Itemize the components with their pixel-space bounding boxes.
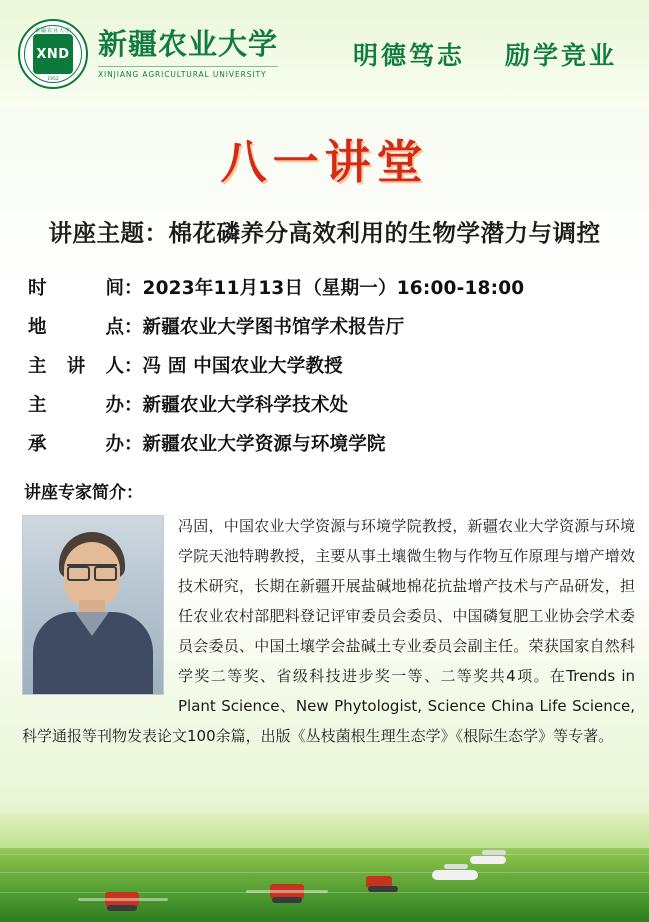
info-colon: ： xyxy=(124,434,143,455)
info-row-host xyxy=(28,430,649,456)
university-motto xyxy=(353,36,631,72)
info-row-speaker xyxy=(28,352,649,378)
info-value-organizer: 新疆农业大学科学技术处 xyxy=(142,395,349,416)
plane-icon xyxy=(432,870,478,880)
spray-bar xyxy=(78,898,168,901)
info-label-organizer: 主 办 xyxy=(28,395,124,416)
bio-text: 冯固，中国农业大学资源与环境学院教授，新疆农业大学资源与环境学院天池特聘教授，主要从事土壤微生物与作物互作原理与增产增效技术研究，长期在新疆开展盐碱地棉花抗盐增产技术与产品研发，担任农业农村部肥料登记评审委员会委员、中国磷复肥工业协会学术委员会委员、中国土壤学会盐碱土专业委员会副主任。荣获国家自然科学奖二等奖、省级科技进步奖一等、二等奖共4项。在Trends in Plant Science、New Phytologist, Science China Life Science,科学通报等刊物发表论文100余篇，出版《丛枝菌根生理生态学》《根际生态学》等专著。 xyxy=(22,517,635,745)
info-label-place: 地 点 xyxy=(28,317,124,338)
info-label-host: 承 办 xyxy=(28,434,124,455)
university-name-block xyxy=(98,26,279,80)
info-colon: ： xyxy=(124,395,143,416)
university-name-en: XINJIANG AGRICULTURAL UNIVERSITY xyxy=(98,66,278,79)
seal-abbreviation: XND xyxy=(33,34,73,74)
field-line xyxy=(0,854,649,855)
info-colon: ： xyxy=(124,356,143,377)
poster-header xyxy=(0,0,649,108)
lecture-info-list xyxy=(28,274,649,456)
spray-bar xyxy=(246,890,328,893)
motto-right: 励学竞业 xyxy=(504,41,617,70)
footer-farmland-image xyxy=(0,814,649,922)
tractor-icon xyxy=(366,876,392,888)
info-value-host: 新疆农业大学资源与环境学院 xyxy=(142,434,386,455)
motto-left: 明德笃志 xyxy=(352,41,465,70)
seal-top-text: 新疆农业大学 xyxy=(34,28,71,34)
bio-heading: 讲座专家简介： xyxy=(24,483,143,503)
lecture-subject: 讲座主题：棉花磷养分高效利用的生物学潜力与调控 xyxy=(48,219,601,247)
bio-section xyxy=(22,511,635,751)
info-label-speaker: 主 讲 人 xyxy=(28,356,124,377)
info-label-time: 时 间 xyxy=(28,278,124,299)
info-value-place: 新疆农业大学图书馆学术报告厅 xyxy=(142,317,405,338)
speaker-portrait xyxy=(22,515,164,695)
info-colon: ： xyxy=(124,278,143,299)
portrait-glasses xyxy=(67,564,117,578)
seal-year-text: 1952 xyxy=(47,77,59,82)
info-value-time: 2023年11月13日（星期一）16:00-18:00 xyxy=(142,278,525,299)
field-line xyxy=(0,872,649,873)
info-row-time xyxy=(28,274,649,300)
footer-sky xyxy=(0,814,649,848)
info-row-organizer xyxy=(28,391,649,417)
info-value-speaker: 冯 固 中国农业大学教授 xyxy=(142,356,343,377)
page-title: 八一讲堂 xyxy=(220,135,429,189)
plane-icon xyxy=(470,856,506,864)
university-name-cn: 新疆农业大学 xyxy=(98,26,279,61)
university-logo-block xyxy=(18,19,278,89)
info-colon: ： xyxy=(124,317,143,338)
university-seal-icon xyxy=(18,19,88,89)
info-row-place xyxy=(28,313,649,339)
